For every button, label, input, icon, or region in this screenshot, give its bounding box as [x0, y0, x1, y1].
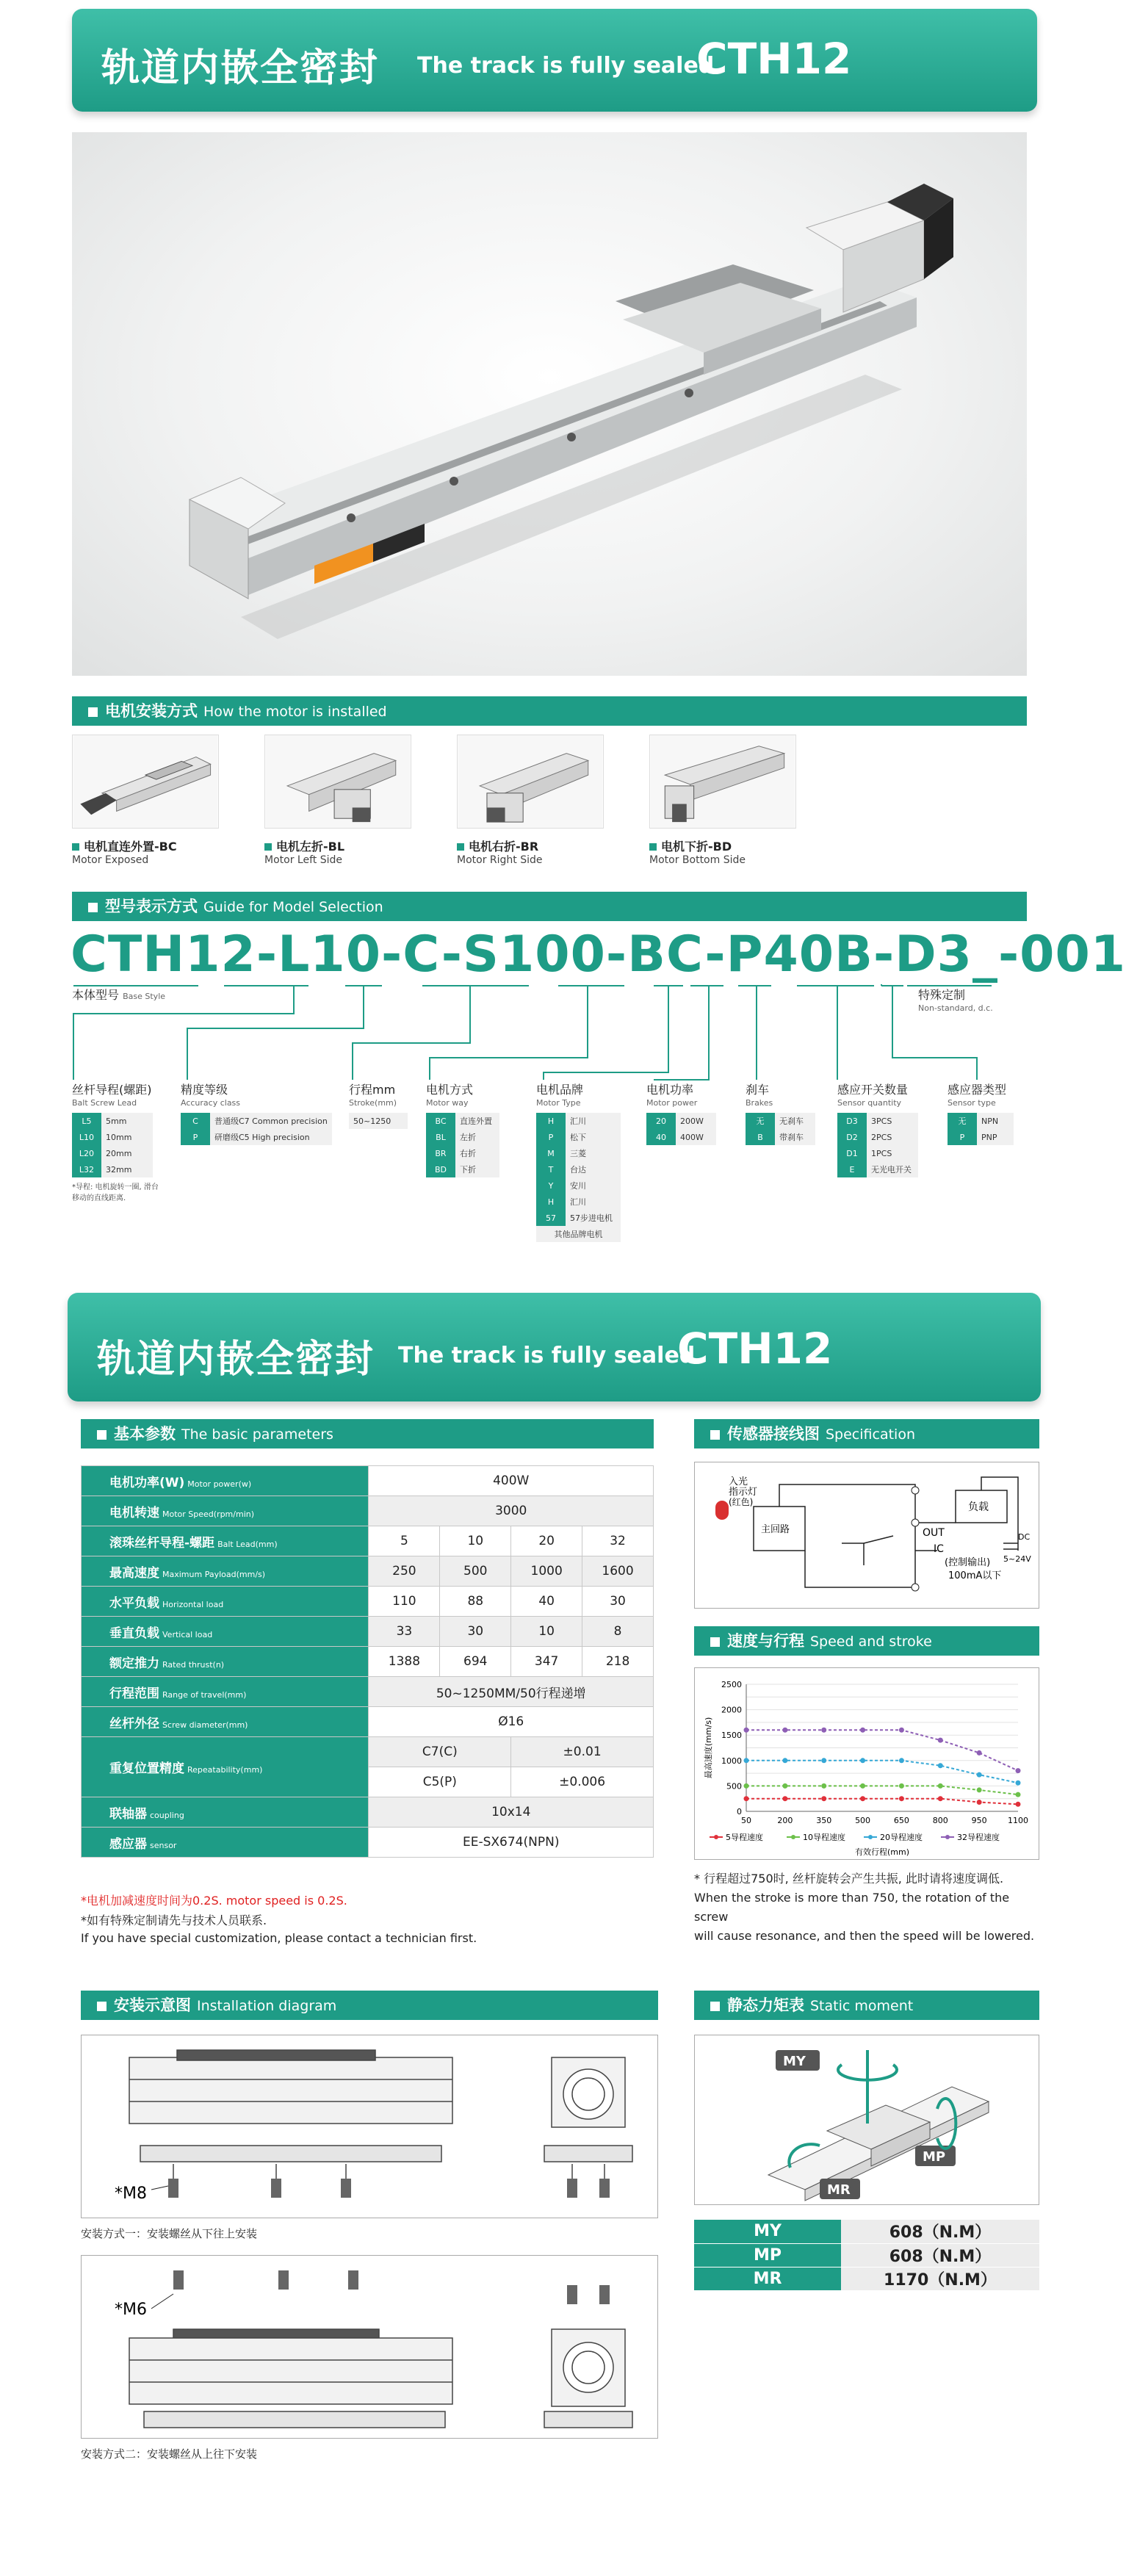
banner-title-en: The track is fully sealed: [398, 1343, 696, 1368]
motor-exposed-icon: [72, 735, 219, 829]
motor-option-label-cn: 电机下折-BD: [649, 837, 796, 854]
static-moment-table: [694, 2220, 1039, 2291]
data-point: [744, 1758, 749, 1763]
x-tick-label: 950: [971, 1816, 987, 1825]
banner-model: CTH12: [677, 1324, 833, 1374]
data-point: [860, 1796, 865, 1801]
option-group-stroke: 行程mm Stroke(mm) 50~1250: [349, 1083, 408, 1129]
basic-params-table: [81, 1465, 654, 1858]
motor-bottom-icon: [649, 735, 796, 829]
base-style-label: 本体型号 Base Style: [72, 988, 166, 1002]
legend-marker: [791, 1835, 795, 1839]
option-group-motor-power: 电机功率 Motor power 20 200W 40 400W: [646, 1083, 716, 1145]
data-point: [938, 1796, 943, 1801]
wiring-label-ic: IC: [934, 1543, 944, 1555]
x-tick-label: 800: [932, 1816, 948, 1825]
y-axis-label: 最高速度(mm/s): [704, 1717, 713, 1779]
section-title-en: Speed and stroke: [810, 1634, 932, 1650]
table-row: 额定推力 Rated thrust(n) 1388 694 347 218: [82, 1647, 654, 1677]
table-row: 联轴器 coupling 10x14: [82, 1797, 654, 1828]
table-row: MP 608（N.M）: [694, 2243, 1039, 2267]
speed-stroke-header: [694, 1626, 1039, 1656]
data-point: [1016, 1781, 1021, 1786]
wiring-label-out: OUT: [923, 1527, 945, 1539]
table-row: 重复位置精度 Repeatability(mm) C7(C) ±0.01: [82, 1737, 654, 1767]
table-row: 电机功率(W) Motor power(w) 400W: [82, 1466, 654, 1496]
wiring-label-light: 入光: [729, 1476, 748, 1487]
legend-marker: [868, 1835, 873, 1839]
data-point: [782, 1783, 787, 1789]
data-point: [938, 1763, 943, 1768]
code-dash: -: [381, 926, 403, 984]
data-point: [860, 1783, 865, 1789]
series-line: [746, 1761, 1018, 1783]
section-title-en: Static moment: [810, 1998, 914, 2014]
speed-note: [694, 1869, 1039, 1946]
code-special: -001: [997, 926, 1126, 984]
section-title-cn: 传感器接线图: [727, 1425, 820, 1443]
banner-model: CTH12: [696, 34, 852, 84]
section-title-cn: 静态力矩表: [727, 1996, 804, 2014]
moment-tag-my: MY: [783, 2054, 806, 2069]
header-banner-2: [68, 1293, 1041, 1401]
data-point: [938, 1783, 943, 1789]
data-point: [744, 1783, 749, 1789]
x-tick-label: 200: [777, 1816, 793, 1825]
square-bullet-icon: [88, 707, 98, 717]
section-title-en: How the motor is installed: [203, 704, 387, 720]
motor-option-br: [457, 735, 604, 866]
data-point: [977, 1800, 982, 1805]
wiring-label-indicator: 指示灯: [729, 1487, 758, 1498]
data-point: [977, 1750, 982, 1756]
x-axis-label: 有效行程(mm): [854, 1847, 910, 1857]
install-caption-2: 安装方式二：安装螺丝从上往下安装: [81, 2447, 258, 2461]
legend-label: 32导程速度: [957, 1833, 1000, 1842]
option-group-sensor-qty: 感应开关数量 Sensor quantity D3 3PCS D2 2PCS D1 1PCS E 无光电开关: [837, 1083, 918, 1177]
wiring-label-red: (红色): [729, 1497, 754, 1507]
data-point: [899, 1758, 904, 1763]
note-red: *电机加减速度时间为0.2S. motor speed is 0.2S.: [81, 1894, 347, 1908]
data-point: [1016, 1802, 1021, 1807]
banner-title-cn: 轨道内嵌全密封: [97, 1338, 375, 1382]
table-row: 行程范围 Range of travel(mm) 50~1250MM/50行程递增: [82, 1677, 654, 1707]
table-row: 感应器 sensor EE-SX674(NPN): [82, 1828, 654, 1858]
banner-title-en: The track is fully sealed: [417, 53, 715, 79]
motor-option-label-en: Motor Right Side: [457, 854, 543, 866]
data-point: [821, 1783, 826, 1789]
data-point: [821, 1728, 826, 1733]
data-point: [860, 1758, 865, 1763]
install-diagram-2: [81, 2255, 658, 2439]
code-accuracy: C: [403, 926, 441, 984]
m6-label: *M6: [115, 2301, 147, 2319]
data-point: [860, 1728, 865, 1733]
data-point: [744, 1796, 749, 1801]
motor-option-label-en: Motor Bottom Side: [649, 854, 746, 866]
legend-label: 5导程速度: [726, 1833, 763, 1842]
install-diagram-1: [81, 2035, 658, 2218]
moment-tag-mp: MP: [923, 2149, 946, 2165]
section-title-en: Guide for Model Selection: [203, 899, 383, 915]
option-group-brakes: 刹车 Brakes 无 无刹车 B 带刹车: [746, 1083, 815, 1145]
code-sensor: D3: [895, 926, 972, 984]
data-point: [782, 1758, 787, 1763]
wiring-label-ctrl: (控制输出): [945, 1557, 991, 1568]
table-row: 水平负载 Horizontal load 110 88 40 30: [82, 1587, 654, 1617]
table-row: 最高速度 Maximum Payload(mm/s) 250 500 1000 1600: [82, 1556, 654, 1587]
code-dash: -: [256, 926, 278, 984]
table-row: 滚珠丝杆导程-螺距 Balt Lead(mm) 5 10 20 32: [82, 1526, 654, 1556]
model-guide-header: [72, 892, 1027, 921]
sensor-wiring-diagram: [694, 1462, 1039, 1609]
square-bullet-icon: [710, 2002, 720, 2011]
option-group-accuracy: 精度等级 Accuracy class C 普通级C7 Common precision P 研磨级C5 High precision: [181, 1083, 332, 1145]
data-point: [744, 1728, 749, 1733]
code-underscore: _: [972, 926, 998, 984]
section-title-cn: 型号表示方式: [105, 898, 198, 915]
table-row: 电机转速 Motor Speed(rpm/min) 3000: [82, 1496, 654, 1526]
y-tick-label: 2500: [721, 1680, 742, 1689]
option-group-motor-type: 电机品牌 Motor Type H 汇川 P 松下 M 三菱 T 台达 Y 安川 H 汇川 57 57步进电机 其他品牌电机: [536, 1083, 621, 1242]
note-custom-cn: *如有特殊定制请先与技术人员联系.: [81, 1913, 267, 1927]
square-bullet-icon: [97, 2002, 107, 2011]
section-title-en: Specification: [826, 1426, 915, 1443]
x-tick-label: 1100: [1008, 1816, 1028, 1825]
code-motor: P40B: [726, 926, 873, 984]
legend-label: 10导程速度: [803, 1833, 845, 1842]
x-tick-label: 350: [816, 1816, 832, 1825]
square-bullet-icon: [710, 1637, 720, 1647]
option-group-motor-way: 电机方式 Motor way BC 直连外置 BL 左折 BR 右折 BD 下折: [426, 1083, 499, 1177]
speed-note-en-2: will cause resonance, and then the speed will be lowered.: [694, 1929, 1035, 1943]
square-bullet-icon: [710, 1430, 720, 1440]
motor-option-bl: [264, 735, 411, 866]
data-point: [1016, 1792, 1021, 1797]
option-group-lead: 丝杆导程(螺距) Balt Screw Lead L5 5mm L10 10mm L20 20mm L32 32mm *导程: 电机旋转一圈, 滑台移动的直线距离.: [72, 1083, 159, 1202]
data-point: [782, 1728, 787, 1733]
y-tick-label: 500: [726, 1781, 742, 1792]
note-custom-en: If you have special customization, please contact a technician first.: [81, 1931, 477, 1945]
data-point: [782, 1796, 787, 1801]
table-row: C5(P) ±0.006: [82, 1767, 654, 1797]
option-group-sensor-type: 感应器类型 Sensor type 无 NPN P PNP: [948, 1083, 1014, 1145]
x-tick-label: 650: [893, 1816, 909, 1825]
motor-install-header: [72, 696, 1027, 726]
section-title-en: Installation diagram: [197, 1998, 337, 2014]
speed-note-cn: * 行程超过750时, 丝杆旋转会产生共振, 此时请将速度调低.: [694, 1872, 1004, 1886]
y-tick-label: 1500: [721, 1731, 742, 1741]
data-point: [821, 1758, 826, 1763]
data-point: [977, 1772, 982, 1778]
y-tick-label: 2000: [721, 1705, 742, 1715]
y-tick-label: 0: [737, 1807, 742, 1816]
table-row: MR 1170（N.M）: [694, 2267, 1039, 2290]
product-photo: [72, 132, 1027, 676]
data-point: [1016, 1768, 1021, 1773]
table-row: MY 608（N.M）: [694, 2220, 1039, 2243]
wiring-label-load: 负载: [968, 1501, 989, 1513]
code-dash: -: [704, 926, 726, 984]
speed-note-en-1: When the stroke is more than 750, the rotation of the screw: [694, 1891, 1010, 1924]
x-tick-label: 500: [855, 1816, 871, 1825]
y-tick-label: 1000: [721, 1756, 742, 1766]
data-point: [899, 1783, 904, 1789]
static-moment-header: [694, 1991, 1039, 2020]
section-title-cn: 基本参数: [114, 1425, 176, 1443]
data-point: [899, 1796, 904, 1801]
install-diagram-header: [81, 1991, 658, 2020]
basic-params-header: [81, 1419, 654, 1448]
data-point: [899, 1728, 904, 1733]
table-row: 垂直负载 Vertical load 33 30 10 8: [82, 1617, 654, 1647]
wiring-label-voltage: 5~24V: [1003, 1554, 1031, 1564]
motor-option-label-en: Motor Exposed: [72, 854, 149, 866]
moment-tag-mr: MR: [827, 2182, 851, 2198]
legend-marker: [945, 1835, 950, 1839]
speed-stroke-chart: [694, 1667, 1039, 1860]
section-title-en: The basic parameters: [181, 1426, 333, 1443]
motor-left-icon: [264, 735, 411, 829]
speed-chart-svg: [695, 1668, 1039, 1859]
data-point: [821, 1796, 826, 1801]
code-base: CTH12: [71, 926, 256, 984]
code-stroke: S100: [462, 926, 606, 984]
code-motor-way: BC: [627, 926, 705, 984]
m8-label: *M8: [115, 2184, 147, 2203]
header-banner: [72, 9, 1037, 112]
code-lead: L10: [278, 926, 382, 984]
section-title-cn: 电机安装方式: [105, 702, 198, 720]
banner-title-cn: 轨道内嵌全密封: [101, 46, 380, 90]
code-dash: -: [873, 926, 895, 984]
code-dash: -: [441, 926, 463, 984]
legend-marker: [714, 1835, 718, 1839]
wiring-label-main: 主回路: [761, 1524, 790, 1535]
motor-install-options: [72, 735, 1027, 881]
motor-option-label-en: Motor Left Side: [264, 854, 342, 866]
square-bullet-icon: [97, 1430, 107, 1440]
special-label: 特殊定制 Non-standard, d.c.: [918, 988, 993, 1013]
motor-option-label-cn: 电机直连外置-BC: [72, 837, 219, 854]
motor-right-icon: [457, 735, 604, 829]
section-title-cn: 安装示意图: [114, 1996, 191, 2014]
series-line: [746, 1730, 1018, 1770]
code-dash: -: [605, 926, 628, 984]
motor-option-label-cn: 电机右折-BR: [457, 837, 604, 854]
legend-label: 20导程速度: [880, 1833, 923, 1842]
data-point: [938, 1738, 943, 1743]
motor-option-bd: [649, 735, 796, 866]
data-point: [977, 1787, 982, 1792]
motor-option-bc: [72, 735, 219, 866]
motor-option-label-cn: 电机左折-BL: [264, 837, 411, 854]
static-moment-diagram: [694, 2035, 1039, 2205]
sensor-wiring-header: [694, 1419, 1039, 1448]
square-bullet-icon: [88, 903, 98, 912]
section-title-cn: 速度与行程: [727, 1632, 804, 1650]
table-row: 丝杆外径 Screw diameter(mm) Ø16: [82, 1707, 654, 1737]
x-tick-label: 50: [741, 1816, 751, 1825]
install-caption-1: 安装方式一：安装螺丝从下往上安装: [81, 2227, 258, 2240]
model-code: [71, 926, 1126, 984]
wiring-label-current: 100mA以下: [948, 1570, 1002, 1581]
wiring-label-dc: DC: [1018, 1532, 1031, 1542]
